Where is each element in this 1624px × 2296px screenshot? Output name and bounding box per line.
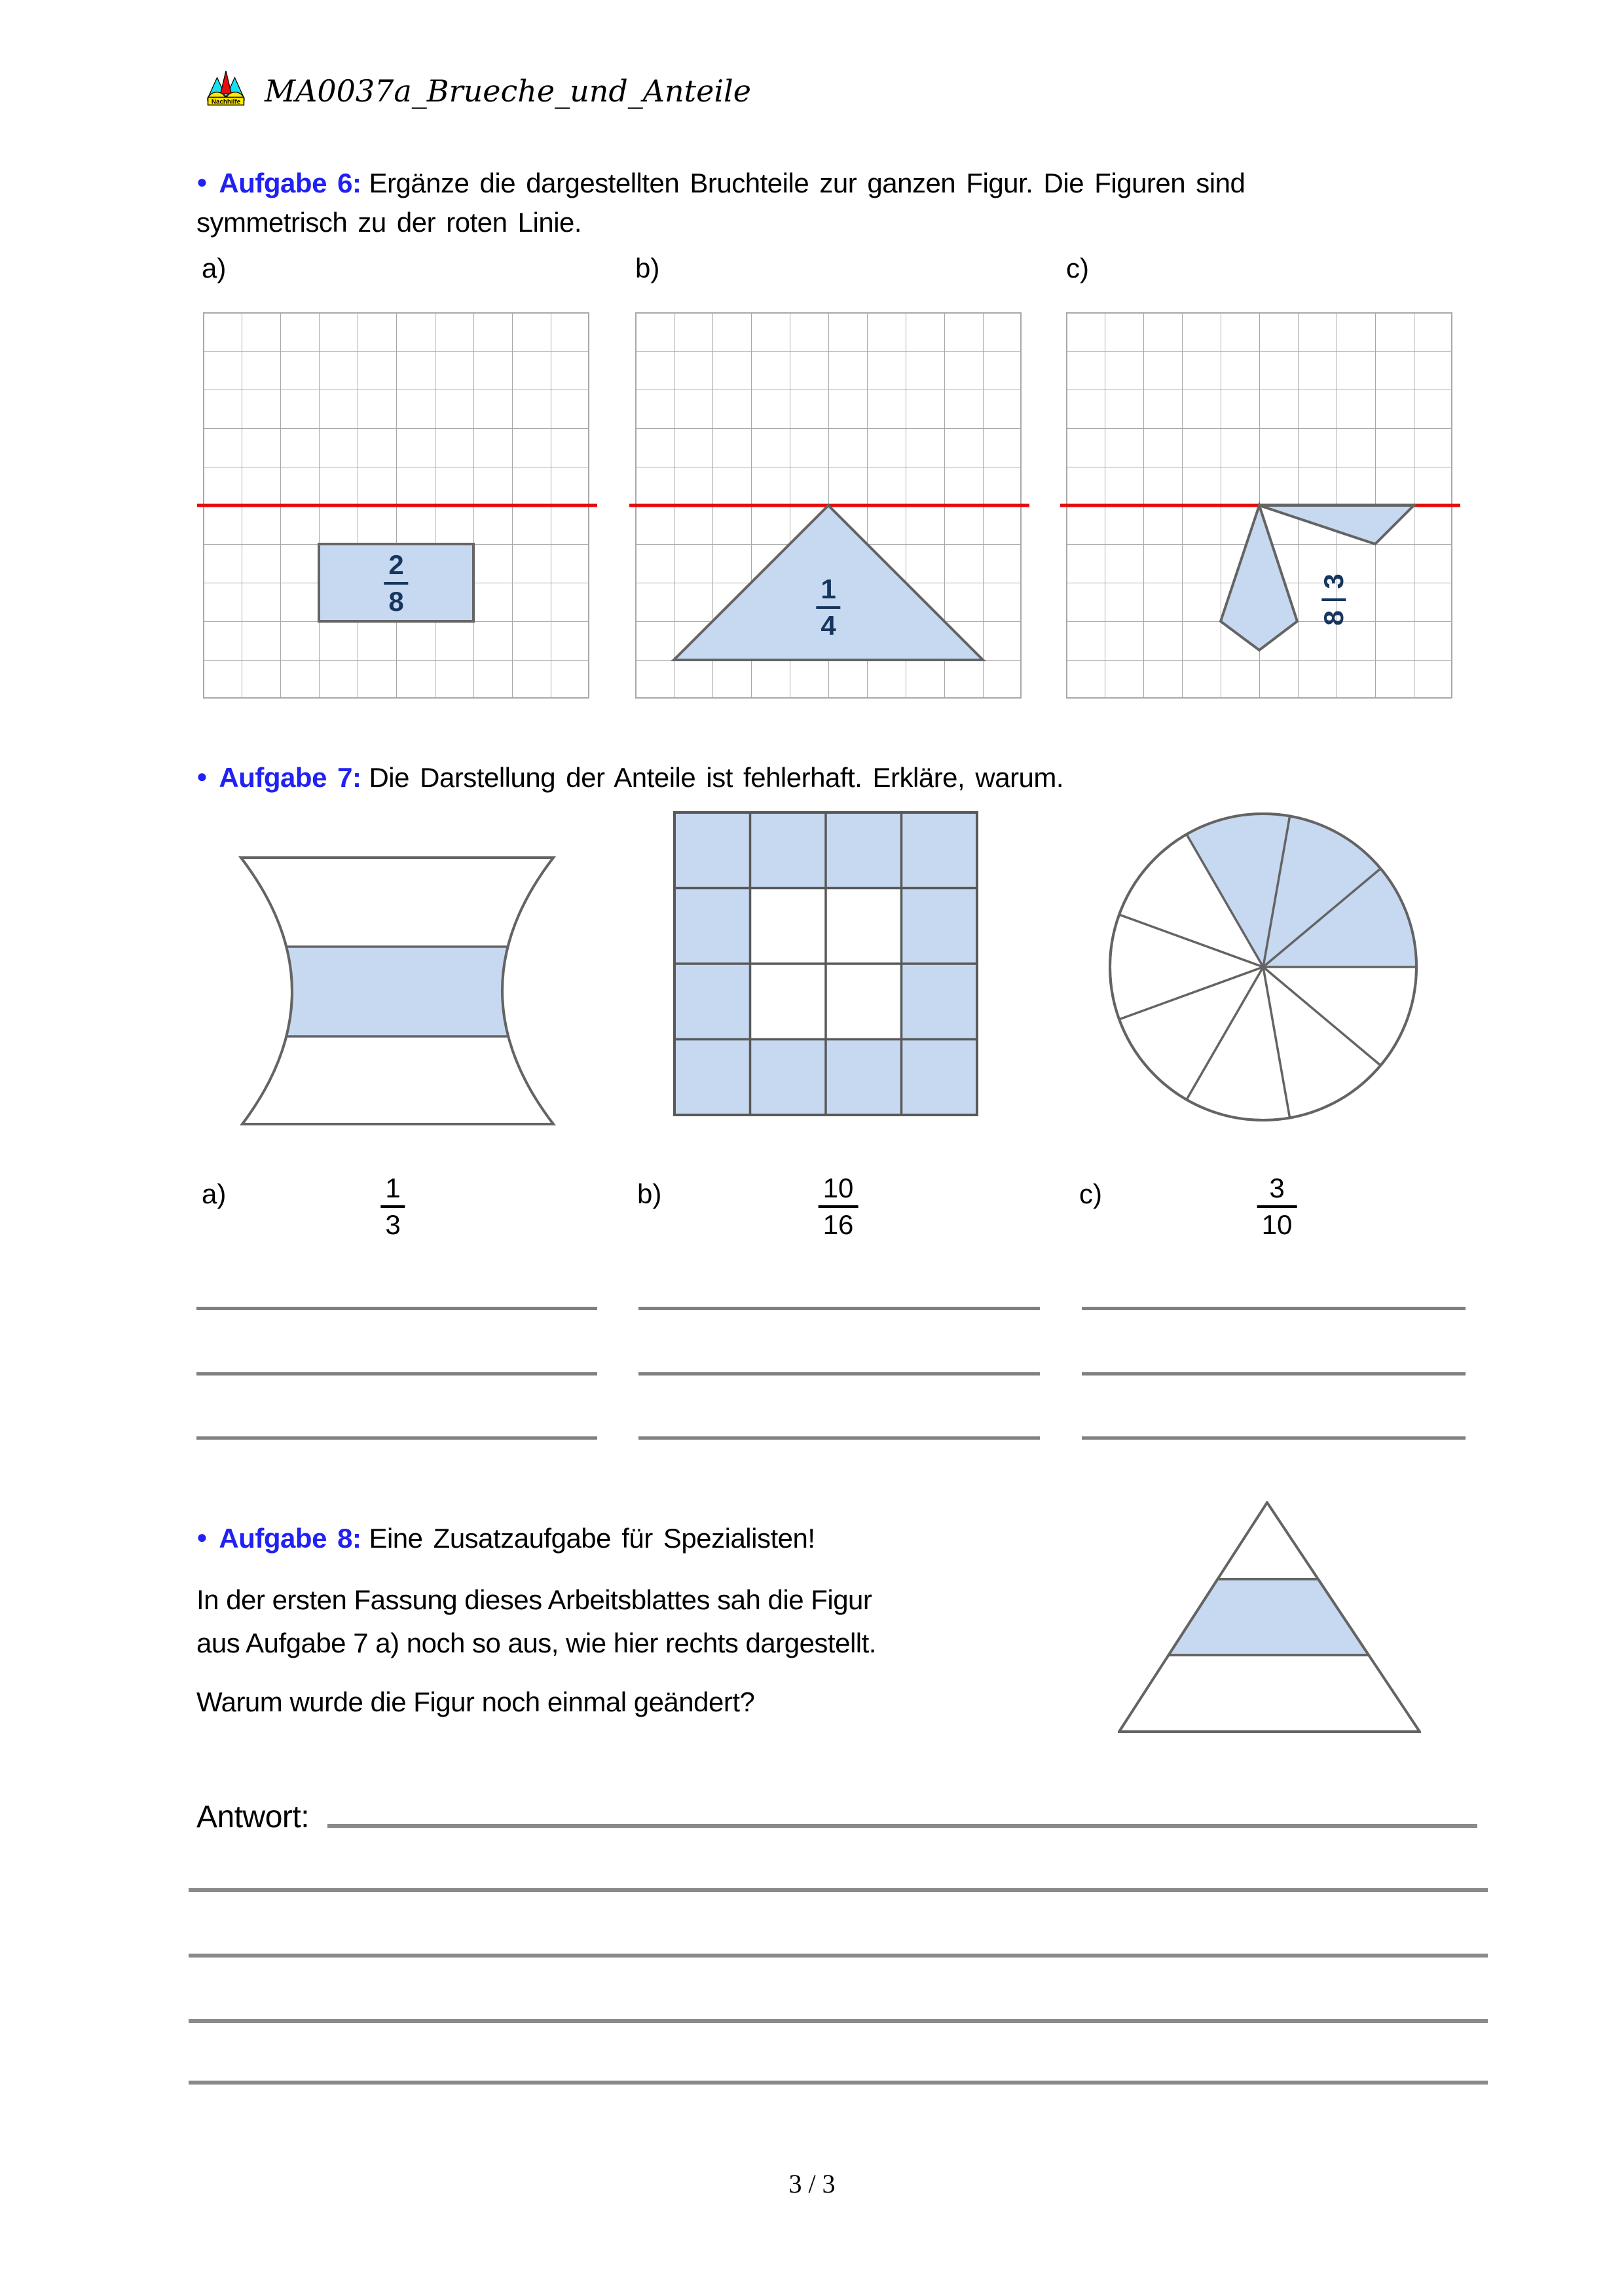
bullet-icon: ●: [196, 766, 208, 786]
task6-grid-c: [1066, 312, 1452, 699]
answer-line: [196, 1372, 597, 1376]
answer-line: [1082, 1307, 1466, 1310]
task6-part-a-label: a): [202, 253, 227, 283]
task8-label: Aufgabe 8:: [219, 1523, 361, 1554]
task7-label: Aufgabe 7:: [219, 762, 361, 793]
task6-heading: [196, 168, 1245, 199]
nachhilfe-logo-icon: [207, 69, 245, 106]
task7-part-c-label: c): [1079, 1178, 1102, 1209]
task6-fraction-b: 1 4: [816, 575, 840, 640]
task8-title: Eine Zusatzaufgabe für Spezialisten!: [369, 1523, 815, 1554]
task7-part-a-label: a): [202, 1178, 227, 1209]
answer-line: [638, 1372, 1040, 1376]
page-number: 3 / 3: [788, 2169, 836, 2198]
task7-text: Die Darstellung der Anteile ist fehlerhaft. Erkläre, warum.: [369, 762, 1064, 793]
page-title: MA0037a_Brueche_und_Anteile: [265, 73, 751, 109]
task6-grid-a: [203, 312, 589, 699]
svg-text:Nachhilfe: Nachhilfe: [211, 98, 241, 106]
task6-text-line1: Ergänze die dargestellten Bruchteile zur ganzen Figur. Die Figuren sind: [369, 168, 1246, 198]
answer-line: [1082, 1372, 1466, 1376]
task8-body-line1: In der ersten Fassung dieses Arbeitsblattes sah die Figur: [196, 1584, 872, 1615]
fraction-bar: [1321, 598, 1346, 601]
task7-fraction-b: 10 16: [819, 1175, 858, 1239]
fraction-bar: [384, 582, 408, 585]
task6-label: Aufgabe 6:: [219, 168, 361, 198]
answer-line: [638, 1436, 1040, 1440]
answer-line: [189, 1954, 1488, 1958]
answer-line: [189, 2019, 1488, 2023]
bullet-icon: ●: [196, 1527, 208, 1547]
answer-line: [189, 2081, 1488, 2085]
fraction-bar: [819, 1205, 858, 1208]
task7-figure-a-pillow: [241, 858, 553, 1124]
task6-fraction-a: 2 8: [384, 551, 408, 615]
task8-question: Warum wurde die Figur noch einmal geändert?: [196, 1686, 755, 1717]
task7-fraction-c: 3 10: [1257, 1175, 1297, 1239]
task7-figure-b-grid: [673, 811, 978, 1116]
answer-label: Antwort:: [196, 1800, 310, 1834]
answer-line: [196, 1436, 597, 1440]
task8-figure-triangle: [1118, 1501, 1421, 1734]
task6-fraction-c: 3 8: [1318, 574, 1349, 626]
task8-heading: [196, 1523, 815, 1554]
task8-figure-shaded-band: [1169, 1579, 1369, 1655]
task6-part-b-label: b): [635, 253, 660, 283]
fraction-bar: [380, 1205, 405, 1208]
fraction-bar: [1257, 1205, 1297, 1208]
task7-fraction-a: 1 3: [380, 1175, 405, 1239]
bullet-icon: ●: [196, 172, 208, 192]
answer-line: [189, 1888, 1488, 1892]
task6-text-line2: symmetrisch zu der roten Linie.: [196, 207, 582, 238]
task7-figure-c-circle: [1109, 812, 1418, 1121]
task7-heading: [196, 762, 1063, 793]
answer-line: [196, 1307, 597, 1310]
answer-line: [1082, 1436, 1466, 1440]
answer-line: [638, 1307, 1040, 1310]
fraction-bar: [816, 606, 840, 609]
task7-part-b-label: b): [637, 1178, 662, 1209]
task8-body-line2: aus Aufgabe 7 a) noch so aus, wie hier rechts dargestellt.: [196, 1628, 876, 1658]
answer-line: [327, 1824, 1477, 1828]
task6-part-c-label: c): [1066, 253, 1089, 283]
